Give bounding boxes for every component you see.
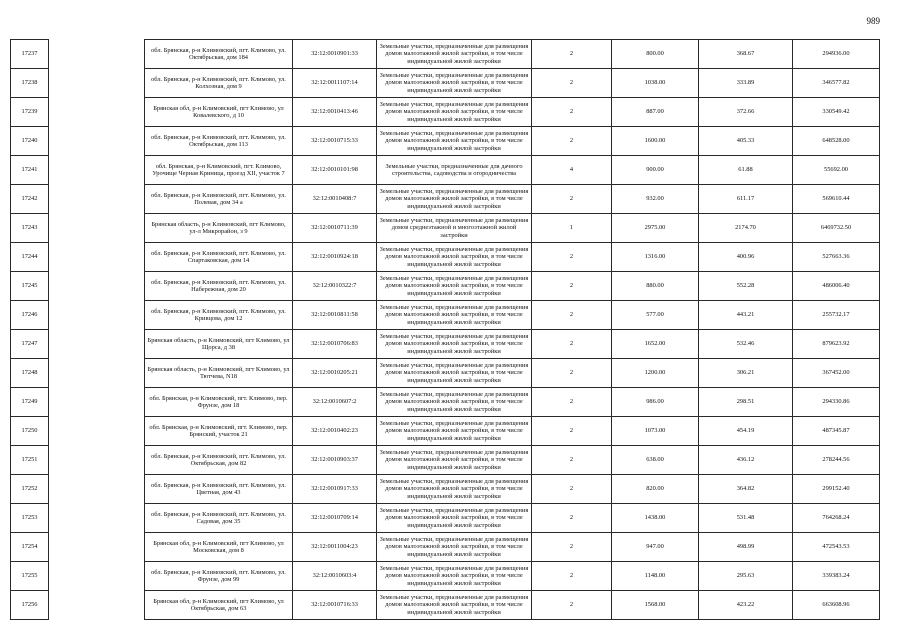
address-cell: обл. Брянская, р-н Климовский, пгт. Климово, ул. Полевая, дом 34 а xyxy=(145,185,293,214)
cadastral-number-cell: 32:12:0010205:21 xyxy=(293,359,377,388)
table-row xyxy=(11,388,880,417)
table-row xyxy=(11,185,880,214)
spacer-cell xyxy=(49,446,145,475)
address-cell: обл. Брянская, р-н Климовский, пгт. Климово, Урочище Черная Криница, проезд XII, участок 7 xyxy=(145,156,293,185)
specific-value-cell: 611.17 xyxy=(699,185,793,214)
cadastral-number-cell: 32:12:0010917:33 xyxy=(293,475,377,504)
row-id-cell: 17249 xyxy=(11,388,49,417)
page-number: 989 xyxy=(866,16,880,26)
cadastral-value-cell: 339383.24 xyxy=(793,562,880,591)
spacer-cell xyxy=(49,272,145,301)
specific-value-cell: 306.21 xyxy=(699,359,793,388)
group-cell: 2 xyxy=(532,446,612,475)
group-cell: 2 xyxy=(532,301,612,330)
land-purpose-cell: Земельные участки, предназначенные для размещения домов малоэтажной жилой застройки, в том числе индивидуальной жилой застройки xyxy=(377,301,532,330)
specific-value-cell: 400.96 xyxy=(699,243,793,272)
spacer-cell xyxy=(49,156,145,185)
row-id-cell: 17247 xyxy=(11,330,49,359)
table-row xyxy=(11,446,880,475)
row-id-cell: 17242 xyxy=(11,185,49,214)
cadastral-value-cell: 299152.40 xyxy=(793,475,880,504)
area-cell: 1438.00 xyxy=(612,504,699,533)
land-purpose-cell: Земельные участки, предназначенные для размещения домов малоэтажной жилой застройки, в том числе индивидуальной жилой застройки xyxy=(377,40,532,69)
specific-value-cell: 454.19 xyxy=(699,417,793,446)
address-cell: обл. Брянская, р-н Климовский, пгт. Климово, ул. Колхозная, дом 9 xyxy=(145,69,293,98)
cadastral-value-cell: 764268.24 xyxy=(793,504,880,533)
area-cell: 932.00 xyxy=(612,185,699,214)
cadastral-number-cell: 32:12:0010101:98 xyxy=(293,156,377,185)
row-id-cell: 17240 xyxy=(11,127,49,156)
cadastral-number-cell: 32:12:0010903:37 xyxy=(293,446,377,475)
spacer-cell xyxy=(49,591,145,620)
specific-value-cell: 333.89 xyxy=(699,69,793,98)
address-cell: обл. Брянская, р-н Климовский, пгт. Климово, ул. Цветная, дом 43 xyxy=(145,475,293,504)
land-purpose-cell: Земельные участки, предназначенные для размещения домов малоэтажной жилой застройки, в том числе индивидуальной жилой застройки xyxy=(377,185,532,214)
specific-value-cell: 531.48 xyxy=(699,504,793,533)
table-row xyxy=(11,504,880,533)
spacer-cell xyxy=(49,533,145,562)
row-id-cell: 17239 xyxy=(11,98,49,127)
area-cell: 900.00 xyxy=(612,156,699,185)
specific-value-cell: 61.88 xyxy=(699,156,793,185)
land-purpose-cell: Земельные участки, предназначенные для размещения домов малоэтажной жилой застройки, в том числе индивидуальной жилой застройки xyxy=(377,591,532,620)
specific-value-cell: 443.21 xyxy=(699,301,793,330)
cadastral-number-cell: 32:12:0010402:23 xyxy=(293,417,377,446)
land-purpose-cell: Земельные участки, предназначенные для размещения домов малоэтажной жилой застройки, в том числе индивидуальной жилой застройки xyxy=(377,475,532,504)
area-cell: 1038.00 xyxy=(612,69,699,98)
area-cell: 1652.00 xyxy=(612,330,699,359)
table-row xyxy=(11,272,880,301)
group-cell: 2 xyxy=(532,359,612,388)
area-cell: 800.00 xyxy=(612,40,699,69)
row-id-cell: 17243 xyxy=(11,214,49,243)
cadastral-number-cell: 32:12:0010715:33 xyxy=(293,127,377,156)
area-cell: 2975.00 xyxy=(612,214,699,243)
row-id-cell: 17244 xyxy=(11,243,49,272)
spacer-cell xyxy=(49,214,145,243)
specific-value-cell: 423.22 xyxy=(699,591,793,620)
cadastral-number-cell: 32:12:0011004:23 xyxy=(293,533,377,562)
land-purpose-cell: Земельные участки, предназначенные для размещения домов малоэтажной жилой застройки, в том числе индивидуальной жилой застройки xyxy=(377,69,532,98)
area-cell: 638.00 xyxy=(612,446,699,475)
address-cell: обл. Брянская, р-н Климовский, пгт. Климово, ул. Спартаковская, дом 14 xyxy=(145,243,293,272)
specific-value-cell: 295.63 xyxy=(699,562,793,591)
cadastral-value-cell: 486006.40 xyxy=(793,272,880,301)
cadastral-number-cell: 32:12:0010924:18 xyxy=(293,243,377,272)
spacer-cell xyxy=(49,417,145,446)
area-cell: 1148.00 xyxy=(612,562,699,591)
table-row xyxy=(11,98,880,127)
table-row xyxy=(11,562,880,591)
spacer-cell xyxy=(49,330,145,359)
row-id-cell: 17241 xyxy=(11,156,49,185)
cadastral-number-cell: 32:12:0010716:33 xyxy=(293,591,377,620)
area-cell: 1316.00 xyxy=(612,243,699,272)
cadastral-number-cell: 32:12:0010322:7 xyxy=(293,272,377,301)
spacer-cell xyxy=(49,475,145,504)
cadastral-number-cell: 32:12:0010408:7 xyxy=(293,185,377,214)
cadastral-value-cell: 487345.87 xyxy=(793,417,880,446)
land-purpose-cell: Земельные участки, предназначенные для размещения домов малоэтажной жилой застройки, в том числе индивидуальной жилой застройки xyxy=(377,98,532,127)
specific-value-cell: 405.33 xyxy=(699,127,793,156)
table-row xyxy=(11,156,880,185)
land-purpose-cell: Земельные участки, предназначенные для размещения домов малоэтажной жилой застройки, в том числе индивидуальной жилой застройки xyxy=(377,127,532,156)
land-purpose-cell: Земельные участки, предназначенные для размещения домов малоэтажной жилой застройки, в том числе индивидуальной жилой застройки xyxy=(377,504,532,533)
row-id-cell: 17248 xyxy=(11,359,49,388)
specific-value-cell: 368.67 xyxy=(699,40,793,69)
address-cell: Брянская обл, р-н Климовский, пгт Климово, ул Ковалевского, д 10 xyxy=(145,98,293,127)
land-purpose-cell: Земельные участки, предназначенные для размещения домов малоэтажной жилой застройки, в том числе индивидуальной жилой застройки xyxy=(377,330,532,359)
address-cell: Брянская обл, р-н Климовский, пгт Климово, ул Октябрьская, дом 63 xyxy=(145,591,293,620)
area-cell: 577.00 xyxy=(612,301,699,330)
cadastral-value-cell: 472543.53 xyxy=(793,533,880,562)
table-row xyxy=(11,69,880,98)
table-row xyxy=(11,301,880,330)
row-id-cell: 17245 xyxy=(11,272,49,301)
spacer-cell xyxy=(49,562,145,591)
row-id-cell: 17250 xyxy=(11,417,49,446)
area-cell: 947.00 xyxy=(612,533,699,562)
area-cell: 1600.00 xyxy=(612,127,699,156)
table-row xyxy=(11,359,880,388)
specific-value-cell: 552.28 xyxy=(699,272,793,301)
specific-value-cell: 2174.70 xyxy=(699,214,793,243)
area-cell: 820.00 xyxy=(612,475,699,504)
spacer-cell xyxy=(49,243,145,272)
spacer-cell xyxy=(49,69,145,98)
cadastral-number-cell: 32:12:0010711:39 xyxy=(293,214,377,243)
address-cell: Брянская область, р-н Климовский, пгт Климово, ул-л Микрорайон, з 9 xyxy=(145,214,293,243)
cadastral-number-cell: 32:12:0010603:4 xyxy=(293,562,377,591)
land-purpose-cell: Земельные участки, предназначенные для размещения домов малоэтажной жилой застройки, в том числе индивидуальной жилой застройки xyxy=(377,243,532,272)
cadastral-value-cell: 663608.96 xyxy=(793,591,880,620)
spacer-cell xyxy=(49,388,145,417)
address-cell: Брянская область, р-н Климовский, пгт Климово, ул Тютчева, N18 xyxy=(145,359,293,388)
cadastral-number-cell: 32:12:0010811:58 xyxy=(293,301,377,330)
cadastral-value-cell: 346577.82 xyxy=(793,69,880,98)
land-purpose-cell: Земельные участки, предназначенные для размещения домов малоэтажной жилой застройки, в том числе индивидуальной жилой застройки xyxy=(377,446,532,475)
table-row xyxy=(11,40,880,69)
area-cell: 880.00 xyxy=(612,272,699,301)
address-cell: обл. Брянская, р-н Климовский, пгт. Климово, ул. Октябрьская, дом 184 xyxy=(145,40,293,69)
group-cell: 2 xyxy=(532,127,612,156)
spacer-cell xyxy=(49,40,145,69)
cadastral-number-cell: 32:12:0010706:83 xyxy=(293,330,377,359)
specific-value-cell: 436.12 xyxy=(699,446,793,475)
land-purpose-cell: Земельные участки, предназначенные для размещения домов малоэтажной жилой застройки, в том числе индивидуальной жилой застройки xyxy=(377,533,532,562)
cadastral-value-cell: 527663.36 xyxy=(793,243,880,272)
area-cell: 887.00 xyxy=(612,98,699,127)
row-id-cell: 17251 xyxy=(11,446,49,475)
cadastral-value-cell: 879623.92 xyxy=(793,330,880,359)
cadastral-value-cell: 278244.56 xyxy=(793,446,880,475)
address-cell: обл. Брянская, р-н Климовский, пгт. Климово, ул. Кривцова, дом 12 xyxy=(145,301,293,330)
cadastral-value-cell: 367452.00 xyxy=(793,359,880,388)
specific-value-cell: 364.82 xyxy=(699,475,793,504)
cadastral-value-cell: 6469732.50 xyxy=(793,214,880,243)
row-id-cell: 17256 xyxy=(11,591,49,620)
cadastral-value-table xyxy=(10,39,880,620)
cadastral-value-cell: 569610.44 xyxy=(793,185,880,214)
row-id-cell: 17252 xyxy=(11,475,49,504)
group-cell: 4 xyxy=(532,156,612,185)
land-purpose-cell: Земельные участки, предназначенные для дачного строительства, садоводства и огородничества xyxy=(377,156,532,185)
specific-value-cell: 498.99 xyxy=(699,533,793,562)
land-purpose-cell: Земельные участки, предназначенные для размещения домов малоэтажной жилой застройки, в том числе индивидуальной жилой застройки xyxy=(377,272,532,301)
group-cell: 2 xyxy=(532,243,612,272)
table-row xyxy=(11,475,880,504)
land-purpose-cell: Земельные участки, предназначенные для размещения домов малоэтажной жилой застройки, в том числе индивидуальной жилой застройки xyxy=(377,388,532,417)
address-cell: обл. Брянская, р-н Климовский, пгт. Климово, ул. Октябрьская, дом 82 xyxy=(145,446,293,475)
table-row xyxy=(11,330,880,359)
spacer-cell xyxy=(49,301,145,330)
specific-value-cell: 372.66 xyxy=(699,98,793,127)
address-cell: обл. Брянская, р-н Климовский, пгт. Климово, ул. Садовая, дом 35 xyxy=(145,504,293,533)
address-cell: обл. Брянская, р-н Климовский, пгт. Климово, ул. Фрунзе, дом 99 xyxy=(145,562,293,591)
group-cell: 2 xyxy=(532,185,612,214)
group-cell: 2 xyxy=(532,533,612,562)
cadastral-value-cell: 294936.00 xyxy=(793,40,880,69)
row-id-cell: 17254 xyxy=(11,533,49,562)
cadastral-value-cell: 255732.17 xyxy=(793,301,880,330)
address-cell: Брянская область, р-н Климовский, пгт Климово, ул Щорса, д 38 xyxy=(145,330,293,359)
group-cell: 2 xyxy=(532,272,612,301)
address-cell: обл. Брянская, р-н Климовский, пгт. Климово, ул. Набережная, дом 20 xyxy=(145,272,293,301)
specific-value-cell: 532.46 xyxy=(699,330,793,359)
group-cell: 2 xyxy=(532,40,612,69)
area-cell: 1200.00 xyxy=(612,359,699,388)
land-purpose-cell: Земельные участки, предназначенные для размещения домов малоэтажной жилой застройки, в том числе индивидуальной жилой застройки xyxy=(377,359,532,388)
row-id-cell: 17238 xyxy=(11,69,49,98)
cadastral-number-cell: 32:12:0011107:14 xyxy=(293,69,377,98)
cadastral-value-cell: 55692.00 xyxy=(793,156,880,185)
cadastral-number-cell: 32:12:0010709:14 xyxy=(293,504,377,533)
land-purpose-cell: Земельные участки, предназначенные для размещения домов малоэтажной жилой застройки, в том числе индивидуальной жилой застройки xyxy=(377,417,532,446)
group-cell: 2 xyxy=(532,69,612,98)
area-cell: 1568.00 xyxy=(612,591,699,620)
table-row xyxy=(11,214,880,243)
area-cell: 1073.00 xyxy=(612,417,699,446)
area-cell: 986.00 xyxy=(612,388,699,417)
cadastral-number-cell: 32:12:0010901:33 xyxy=(293,40,377,69)
row-id-cell: 17255 xyxy=(11,562,49,591)
address-cell: Брянская обл, р-н Климовский, пгт Климово, ул Московская, дом 8 xyxy=(145,533,293,562)
land-purpose-cell: Земельные участки, предназначенные для размещения домов среднеэтажной и многоэтажной жилой застройки xyxy=(377,214,532,243)
table-row xyxy=(11,591,880,620)
table-row xyxy=(11,243,880,272)
address-cell: обл. Брянская, р-н Климовский, пгт. Климово, пер. Брянский, участок 21 xyxy=(145,417,293,446)
specific-value-cell: 298.51 xyxy=(699,388,793,417)
address-cell: обл. Брянская, р-н Климовский, пгт. Климово, пер. Фрунзе, дом 18 xyxy=(145,388,293,417)
row-id-cell: 17237 xyxy=(11,40,49,69)
group-cell: 1 xyxy=(532,214,612,243)
group-cell: 2 xyxy=(532,591,612,620)
group-cell: 2 xyxy=(532,475,612,504)
address-cell: обл. Брянская, р-н Климовский, пгт. Климово, ул. Октябрьская, дом 113 xyxy=(145,127,293,156)
cadastral-value-cell: 648528.00 xyxy=(793,127,880,156)
group-cell: 2 xyxy=(532,98,612,127)
cadastral-value-cell: 294330.86 xyxy=(793,388,880,417)
group-cell: 2 xyxy=(532,562,612,591)
group-cell: 2 xyxy=(532,504,612,533)
group-cell: 2 xyxy=(532,417,612,446)
cadastral-number-cell: 32:12:0010607:2 xyxy=(293,388,377,417)
row-id-cell: 17246 xyxy=(11,301,49,330)
cadastral-value-cell: 330549.42 xyxy=(793,98,880,127)
land-purpose-cell: Земельные участки, предназначенные для размещения домов малоэтажной жилой застройки, в том числе индивидуальной жилой застройки xyxy=(377,562,532,591)
group-cell: 2 xyxy=(532,330,612,359)
spacer-cell xyxy=(49,504,145,533)
table-row xyxy=(11,417,880,446)
table-row xyxy=(11,127,880,156)
spacer-cell xyxy=(49,359,145,388)
cadastral-number-cell: 32:12:0010413:46 xyxy=(293,98,377,127)
spacer-cell xyxy=(49,127,145,156)
table-row xyxy=(11,533,880,562)
group-cell: 2 xyxy=(532,388,612,417)
spacer-cell xyxy=(49,185,145,214)
row-id-cell: 17253 xyxy=(11,504,49,533)
table-body xyxy=(11,40,880,620)
spacer-cell xyxy=(49,98,145,127)
